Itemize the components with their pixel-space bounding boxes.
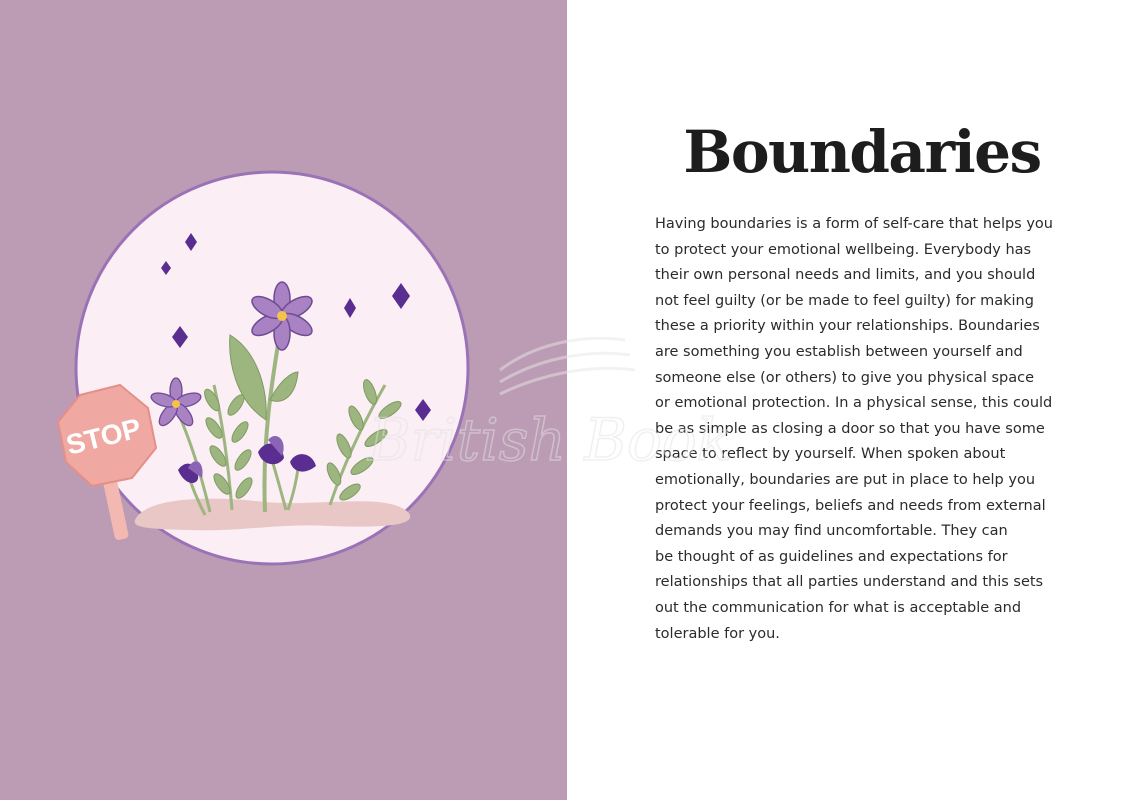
flower-illustration: [0, 0, 567, 800]
body-text-line: are something you establish between yourself and: [655, 343, 1023, 360]
body-text-line: out the communication for what is acceptable and: [655, 599, 1022, 616]
body-text-line: be as simple as closing a door so that you have some: [655, 420, 1045, 437]
body-text-line: emotionally, boundaries are put in place to help you: [655, 471, 1036, 488]
body-text-line: these a priority within your relationships. Boundaries: [655, 318, 1040, 335]
body-text-line: tolerable for you.: [655, 625, 780, 642]
body-text-line: Having boundaries is a form of self-care that helps you: [655, 216, 1053, 232]
body-text-line: to protect your emotional wellbeing. Everybody has: [655, 241, 1032, 258]
body-text-line: space to reflect by yourself. When spoken about: [655, 446, 1006, 463]
body-text-line: someone else (or others) to give you physical space: [655, 369, 1034, 386]
body-text-line: demands you may find uncomfortable. They can: [655, 523, 1008, 540]
page-title: Boundaries: [683, 118, 1041, 186]
body-text-line: not feel guilty (or be made to feel guilty) for making: [655, 292, 1034, 309]
body-text-line: their own personal needs and limits, and you should: [655, 267, 1036, 284]
body-text-line: or emotional protection. In a physical sense, this could: [655, 395, 1053, 412]
body-text: [655, 212, 1075, 647]
body-text-line: be thought of as guidelines and expectations for: [655, 548, 1008, 565]
left-page: [0, 0, 567, 800]
body-text-line: protect your feelings, beliefs and needs from external: [655, 497, 1046, 514]
body-text-line: relationships that all parties understand and this sets: [655, 574, 1044, 591]
stop-sign-text: STOP: [63, 412, 145, 461]
ground-patch: [135, 499, 410, 531]
watermark-text: British Book: [368, 406, 732, 474]
